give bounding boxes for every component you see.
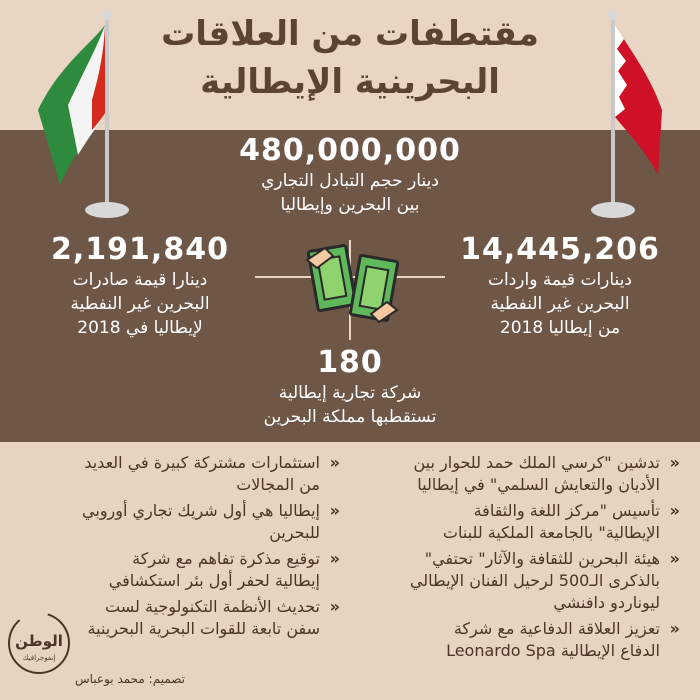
italy-flag-icon <box>20 5 130 220</box>
logo-sub: إنفوجرافيك <box>22 654 56 662</box>
stat-companies-value: 180 <box>317 345 383 380</box>
bullet-chevron-icon: « <box>669 453 680 472</box>
page-title-line1: مقتطفات من العلاقات <box>161 14 539 54</box>
bullet-right-item <box>360 618 680 662</box>
stat-imports-label1: دينارات قيمة واردات <box>488 270 632 290</box>
bullet-left-item-line: إيطالية لحفر أول بئر استكشافي <box>108 571 320 590</box>
stat-imports-label3: من إيطاليا 2018 <box>499 318 621 338</box>
bullet-chevron-icon: « <box>329 597 340 616</box>
stat-imports <box>440 232 680 340</box>
stat-companies-label1: شركة تجارية إيطالية <box>278 383 422 403</box>
bullet-chevron-icon: « <box>669 549 680 568</box>
bullet-right-item-line: هيئة البحرين للثقافة والآثار" تحتفي" <box>424 549 660 568</box>
stat-exports <box>20 232 260 340</box>
stat-trade-value: 480,000,000 <box>239 133 461 168</box>
stat-imports-value: 14,445,206 <box>460 232 660 267</box>
bullet-right-item-line: الدفاع الإيطالية Leonardo Spa <box>446 641 660 660</box>
stat-companies-label2: تستقطبها مملكة البحرين <box>263 407 437 427</box>
stat-exports-label1: دينارا قيمة صادرات <box>72 270 208 290</box>
stat-companies <box>200 345 500 429</box>
stat-exports-label2: البحرين غير النفطية <box>70 294 210 314</box>
stat-trade <box>200 133 500 217</box>
bullet-right-item-line: تأسيس "مركز اللغة والثقافة <box>473 501 660 520</box>
money-exchange-icon <box>255 240 445 340</box>
bullet-right-item-line: الأديان والتعايش السلمي" في إيطاليا <box>417 475 660 494</box>
design-credit: تصميم: محمد بوعباس <box>75 672 185 686</box>
bullet-left-item-line: من المجالات <box>236 475 320 494</box>
bullet-left-item-line: سفن تابعة للقوات البحرية البحرينية <box>87 619 320 638</box>
stat-exports-value: 2,191,840 <box>51 232 229 267</box>
bullet-right-item <box>360 500 680 544</box>
bullet-chevron-icon: « <box>329 453 340 472</box>
bullet-right-item-line: تعزيز العلاقة الدفاعية مع شركة <box>453 619 660 638</box>
bullet-chevron-icon: « <box>669 619 680 638</box>
bullet-left-item <box>20 452 340 496</box>
stat-exports-label3: لإيطاليا في 2018 <box>77 318 203 338</box>
stat-imports-label2: البحرين غير النفطية <box>490 294 630 314</box>
bullet-chevron-icon: « <box>329 549 340 568</box>
bullet-left-item <box>20 500 340 544</box>
bahrain-flag-icon <box>590 5 700 220</box>
bullet-left-item-line: إيطاليا هي أول شريك تجاري أوروبي <box>82 501 320 520</box>
bullet-right-item-line: ليوناردو دافنشي <box>553 593 660 612</box>
bullet-left-item <box>20 548 340 592</box>
bullet-right-item-line: الإيطالية" بالجامعة الملكية للبنات <box>442 523 660 542</box>
bullet-left-item-line: توقيع مذكرة تفاهم مع شركة <box>132 549 320 568</box>
page-title-line2: البحرينية الإيطالية <box>200 62 500 102</box>
bullet-right-item-line: بالذكرى الـ500 لرحيل الفنان الإيطالي <box>409 571 660 590</box>
bullet-left-item-line: للبحرين <box>269 523 320 542</box>
stat-trade-label2: بين البحرين وإيطاليا <box>280 195 420 215</box>
bullet-chevron-icon: « <box>669 501 680 520</box>
stat-trade-label1: دينار حجم التبادل التجاري <box>261 171 439 191</box>
bullet-right-item <box>360 548 680 614</box>
bullet-list-right <box>360 452 680 666</box>
bullet-left-item-line: استثمارات مشتركة كبيرة في العديد <box>84 453 320 472</box>
bullet-right-item-line: تدشين "كرسي الملك حمد للحوار بين <box>413 453 660 472</box>
bullet-chevron-icon: « <box>329 501 340 520</box>
bullet-left-item-line: تحديث الأنظمة التكنولوجية لست <box>105 597 320 616</box>
logo-name: الوطن <box>15 632 63 650</box>
bullet-right-item <box>360 452 680 496</box>
alwatan-logo-icon <box>4 608 74 678</box>
